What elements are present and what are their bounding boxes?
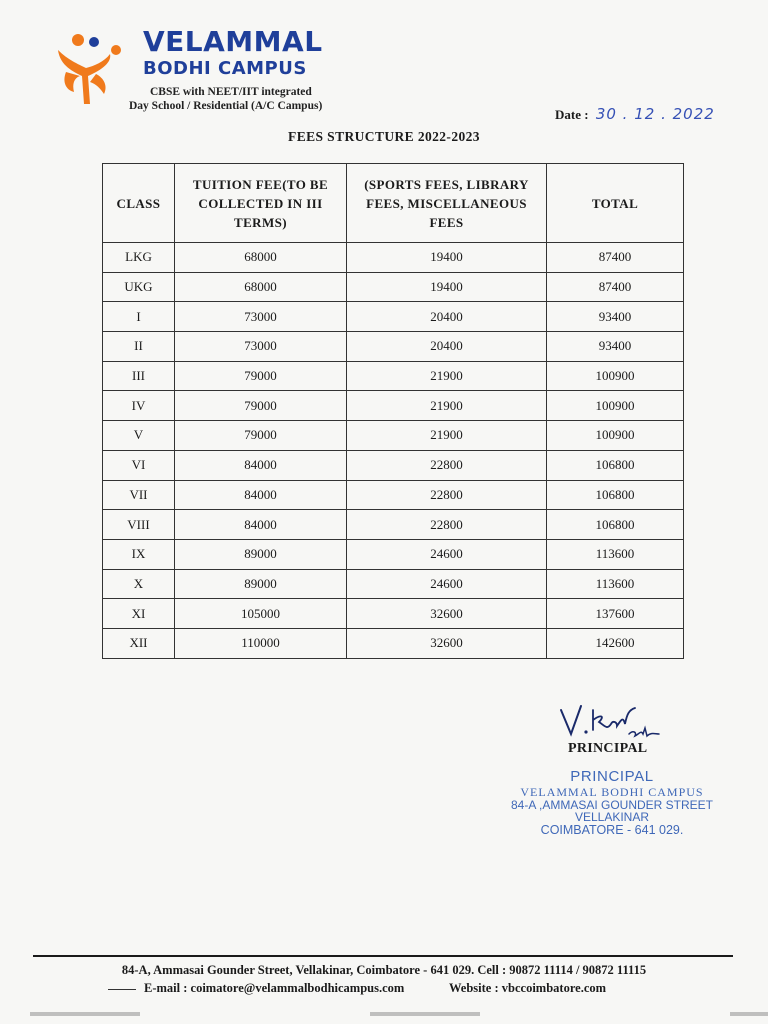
- total-cell: 87400: [547, 243, 684, 273]
- campus-name: BODHI CAMPUS: [143, 58, 307, 79]
- table-row: [103, 421, 684, 451]
- footer-email-line: [108, 981, 404, 996]
- other-fees-cell: 20400: [347, 332, 547, 362]
- tagline-school-type: Day School / Residential (A/C Campus): [129, 100, 323, 112]
- table-row: [103, 302, 684, 332]
- fees-table: [102, 163, 684, 659]
- total-cell: 100900: [547, 361, 684, 391]
- other-fees-cell: 22800: [347, 510, 547, 540]
- table-row: [103, 450, 684, 480]
- stamp-title: PRINCIPAL: [570, 768, 654, 785]
- class-cell: VIII: [103, 510, 175, 540]
- tuition-cell: 73000: [175, 302, 347, 332]
- principal-stamp: [504, 768, 720, 838]
- total-cell: 87400: [547, 272, 684, 302]
- other-fees-cell: 24600: [347, 539, 547, 569]
- tuition-cell: 89000: [175, 569, 347, 599]
- total-cell: 113600: [547, 569, 684, 599]
- document-title: FEES STRUCTURE 2022-2023: [288, 129, 480, 144]
- footer-email: E-mail : coimatore@velammalbodhicampus.com: [144, 981, 405, 995]
- table-row: [103, 272, 684, 302]
- column-header-other-fees: (SPORTS FEES, LIBRARY FEES, MISCELLANEOUS FEES: [347, 164, 547, 243]
- table-row: [103, 243, 684, 273]
- total-cell: 106800: [547, 450, 684, 480]
- footer-divider: [33, 955, 733, 957]
- class-cell: I: [103, 302, 175, 332]
- total-cell: 93400: [547, 332, 684, 362]
- table-row: [103, 332, 684, 362]
- class-cell: IX: [103, 539, 175, 569]
- tuition-cell: 79000: [175, 421, 347, 451]
- total-cell: 113600: [547, 539, 684, 569]
- table-row: [103, 569, 684, 599]
- tuition-cell: 105000: [175, 599, 347, 629]
- class-cell: V: [103, 421, 175, 451]
- class-cell: VII: [103, 480, 175, 510]
- stamp-street: 84-A ,AMMASAI GOUNDER STREET: [510, 798, 714, 812]
- other-fees-cell: 32600: [347, 628, 547, 658]
- column-header-tuition-fee: TUITION FEE(TO BE COLLECTED IN III TERMS): [175, 164, 347, 243]
- tuition-cell: 84000: [175, 480, 347, 510]
- date-line: [555, 105, 715, 123]
- other-fees-cell: 24600: [347, 569, 547, 599]
- velammal-logo-icon: [52, 32, 128, 106]
- table-row: [103, 510, 684, 540]
- tuition-cell: 79000: [175, 361, 347, 391]
- class-cell: X: [103, 569, 175, 599]
- class-cell: LKG: [103, 243, 175, 273]
- stamp-city: COIMBATORE - 641 029.: [540, 823, 684, 837]
- class-cell: II: [103, 332, 175, 362]
- stamp-area: VELLAKINAR: [574, 810, 650, 824]
- total-cell: 100900: [547, 421, 684, 451]
- date-value: 30 . 12 . 2022: [595, 105, 715, 123]
- total-cell: 106800: [547, 510, 684, 540]
- class-cell: XII: [103, 628, 175, 658]
- table-row: [103, 361, 684, 391]
- class-cell: III: [103, 361, 175, 391]
- class-cell: VI: [103, 450, 175, 480]
- other-fees-cell: 22800: [347, 450, 547, 480]
- class-cell: XI: [103, 599, 175, 629]
- table-row: [103, 628, 684, 658]
- class-cell: UKG: [103, 272, 175, 302]
- principal-label: PRINCIPAL: [568, 741, 648, 756]
- table-row: [103, 539, 684, 569]
- class-cell: IV: [103, 391, 175, 421]
- tuition-cell: 68000: [175, 243, 347, 273]
- other-fees-cell: 20400: [347, 302, 547, 332]
- tuition-cell: 89000: [175, 539, 347, 569]
- school-name: VELAMMAL: [143, 25, 323, 58]
- date-label: Date :: [555, 107, 589, 122]
- other-fees-cell: 22800: [347, 480, 547, 510]
- total-cell: 142600: [547, 628, 684, 658]
- scan-artifact-marks: [0, 1002, 768, 1024]
- tuition-cell: 84000: [175, 510, 347, 540]
- table-row: [103, 599, 684, 629]
- stamp-school: VELAMMAL BODHI CAMPUS: [520, 785, 704, 799]
- footer-address: 84-A, Ammasai Gounder Street, Vellakinar, Coimbatore - 641 029. Cell : 90872 11114 / 90872 11115: [121, 963, 647, 977]
- tuition-cell: 84000: [175, 450, 347, 480]
- tagline-curriculum: CBSE with NEET/IIT integrated: [150, 86, 312, 98]
- total-cell: 137600: [547, 599, 684, 629]
- other-fees-cell: 32600: [347, 599, 547, 629]
- footer-website: Website : vbccoimbatore.com: [449, 981, 607, 995]
- table-header-row: [103, 164, 684, 243]
- total-cell: 93400: [547, 302, 684, 332]
- tuition-cell: 110000: [175, 628, 347, 658]
- total-cell: 100900: [547, 391, 684, 421]
- footer-dash: [108, 989, 136, 990]
- total-cell: 106800: [547, 480, 684, 510]
- other-fees-cell: 19400: [347, 243, 547, 273]
- table-row: [103, 480, 684, 510]
- other-fees-cell: 21900: [347, 391, 547, 421]
- tuition-cell: 68000: [175, 272, 347, 302]
- other-fees-cell: 19400: [347, 272, 547, 302]
- table-row: [103, 391, 684, 421]
- other-fees-cell: 21900: [347, 361, 547, 391]
- column-header-class: CLASS: [103, 164, 175, 243]
- column-header-total: TOTAL: [547, 164, 684, 243]
- other-fees-cell: 21900: [347, 421, 547, 451]
- tuition-cell: 79000: [175, 391, 347, 421]
- tuition-cell: 73000: [175, 332, 347, 362]
